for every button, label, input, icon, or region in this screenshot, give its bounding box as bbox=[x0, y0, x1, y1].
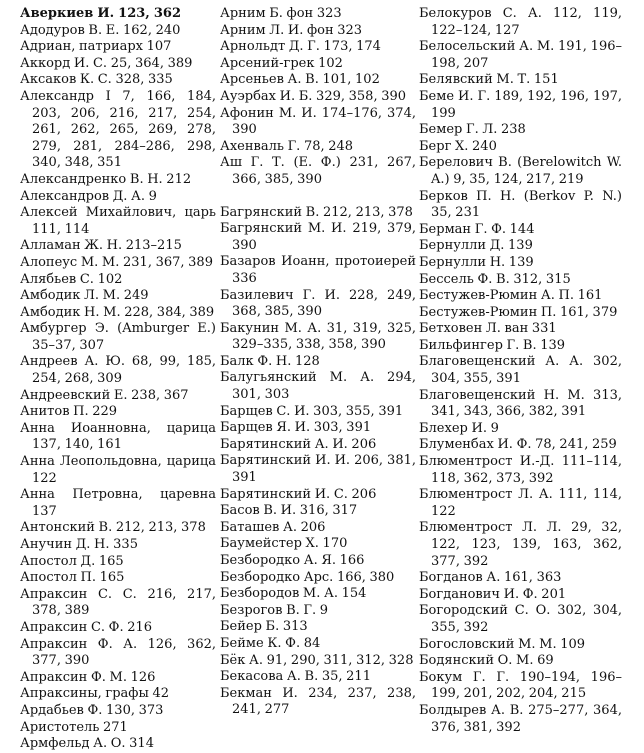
index-entry: Апостол Д. 165 bbox=[20, 553, 124, 569]
index-entry: Бернулли Н. 139 bbox=[419, 254, 534, 270]
index-entry: Адриан, патриарх 107 bbox=[20, 39, 172, 55]
index-entry: Андреев А. Ю. 68, 99, 185, 254, 268, 309 bbox=[20, 354, 216, 387]
index-entry: Баумейстер Х. 170 bbox=[220, 536, 348, 552]
index-entry: Армфельд А. О. 314 bbox=[20, 736, 154, 752]
index-entry: Беме И. Г. 189, 192, 196, 197, 199 bbox=[419, 88, 622, 121]
index-entry: Анна Леопольдовна, царица 122 bbox=[20, 454, 216, 486]
index-entry: Берман Г. Ф. 144 bbox=[419, 221, 535, 237]
index-entry: Антонский В. 212, 213, 378 bbox=[20, 520, 206, 536]
index-entry: Аккорд И. С. 25, 364, 389 bbox=[20, 55, 193, 71]
index-entry: Базаров Иоанн, протоиерей 336 bbox=[220, 254, 416, 286]
index-entry: Анна Иоанновна, царица 137, 140, 161 bbox=[20, 420, 216, 453]
index-entry: Барщев С. И. 303, 355, 391 bbox=[220, 403, 404, 419]
index-entry: Алексей Михайлович, царь 111, 114 bbox=[20, 205, 216, 237]
index-entry: Апраксин С. Ф. 216 bbox=[20, 619, 153, 635]
index-entry: Берков П. Н. (Berkov P. N.) 35, 231 bbox=[419, 188, 622, 221]
index-entry: Безрогов В. Г. 9 bbox=[220, 602, 329, 618]
index-entry: Апраксин С. С. 216, 217, 378, 389 bbox=[20, 586, 216, 619]
index-entry: Богородский С. О. 302, 304, 355, 392 bbox=[419, 603, 622, 635]
index-entry: Болдырев А. В. 275–277, 364, 376, 381, 392 bbox=[419, 702, 622, 735]
index-entry: Анучин Д. Н. 335 bbox=[20, 537, 138, 552]
index-entry: Арним Л. И. фон 323 bbox=[220, 22, 363, 38]
index-entry: Басов В. И. 316, 317 bbox=[220, 503, 358, 519]
index-entry: Апраксин Ф. М. 126 bbox=[20, 669, 156, 685]
index-column-3 bbox=[419, 6, 622, 736]
index-entry: Апраксин Ф. А. 126, 362, 377, 390 bbox=[20, 636, 216, 669]
index-entry: Багрянский В. 212, 213, 378 bbox=[220, 204, 413, 220]
index-entry: Алопеус М. М. 231, 367, 389 bbox=[20, 254, 213, 270]
index-entry: Ардабьев Ф. 130, 373 bbox=[20, 702, 164, 718]
index-entry: Благовещенский Н. М. 313, 341, 343, 366, 382, 391 bbox=[419, 387, 622, 420]
index-entry: Амбодик Н. М. 228, 384, 389 bbox=[20, 304, 215, 320]
index-entry: Апостол П. 165 bbox=[20, 570, 125, 586]
index-entry: Берг Х. 240 bbox=[419, 138, 497, 154]
index-entry: Блюментрост Л. Л. 29, 32, 122, 123, 139, 163, 362, 377, 392 bbox=[419, 520, 622, 569]
index-entry: Блюментрост И.-Д. 111–114, 118, 362, 373, 392 bbox=[419, 454, 622, 486]
index-entry: Амбургер Э. (Amburger E.) 35–37, 307 bbox=[20, 321, 216, 353]
index-entry: Бестужев-Рюмин А. П. 161 bbox=[419, 288, 603, 304]
index-entry: Блюментрост Л. А. 111, 114, 122 bbox=[419, 487, 622, 519]
index-entry: Белявский М. Т. 151 bbox=[419, 72, 559, 88]
index-entry: Баташев А. 206 bbox=[220, 519, 326, 535]
index-entry: Бернулли Д. 139 bbox=[419, 238, 533, 254]
index-entry: Андреевский Е. 238, 367 bbox=[20, 387, 189, 403]
index-entry: Балк Ф. Н. 128 bbox=[220, 353, 320, 369]
index-entry: Амбодик Л. М. 249 bbox=[20, 288, 149, 304]
index-entry: Барятинский И. И. 206, 381, 391 bbox=[220, 453, 416, 486]
index-entry: Александр I 7, 166, 184, 203, 206, 216, 217, 254, 261, 262, 265, 269, 278, 279, 281, 284–286, 298, 340, 348, 351 bbox=[20, 88, 216, 171]
index-entry: Блуменбах И. Ф. 78, 241, 259 bbox=[419, 437, 617, 453]
index-entry: Александренко В. Н. 212 bbox=[20, 171, 192, 187]
index-entry: Богданович И. Ф. 201 bbox=[419, 586, 567, 602]
index-entry: Арним Б. фон 323 bbox=[220, 6, 342, 21]
index-entry: Арсеньев А. В. 101, 102 bbox=[220, 72, 380, 88]
index-entry: Барятинский А. И. 206 bbox=[220, 436, 377, 452]
index-entry: Аверкиев И. 123, 362 bbox=[20, 6, 181, 21]
index-entry: Бекасова А. В. 35, 211 bbox=[220, 669, 371, 685]
index-entry: Бокум Г. Г. 190–194, 196–199, 201, 202, 204, 215 bbox=[419, 669, 622, 702]
index-entry: Бейер Б. 313 bbox=[220, 619, 308, 635]
index-entry: Балугьянский М. А. 294, 301, 303 bbox=[220, 370, 416, 403]
index-entry: Бильфингер Г. В. 139 bbox=[419, 337, 566, 353]
index-entry: Богданов А. 161, 363 bbox=[419, 570, 562, 586]
index-entry: Анна Петровна, царевна 137 bbox=[20, 487, 216, 519]
index-entry: Аристотель 271 bbox=[20, 719, 128, 735]
index-entry: Белосельский А. М. 191, 196–198, 207 bbox=[419, 39, 622, 71]
index-entry: Аксаков К. С. 328, 335 bbox=[20, 72, 173, 88]
index-entry: Бемер Г. Л. 238 bbox=[419, 122, 526, 138]
index-entry: Барщев Я. И. 303, 391 bbox=[220, 420, 372, 436]
index-entry: Афонин М. И. 174–176, 374, 390 bbox=[220, 105, 416, 138]
index-entry: Барятинский И. С. 206 bbox=[220, 486, 377, 502]
index-entry: Ауэрбах И. Б. 329, 358, 390 bbox=[220, 88, 407, 104]
index-entry: Бессель Ф. В. 312, 315 bbox=[419, 271, 571, 287]
index-entry: Безбородко Арс. 166, 380 bbox=[220, 569, 395, 585]
index-entry: Алламан Ж. Н. 213–215 bbox=[20, 238, 182, 254]
index-entry: Апраксины, графы 42 bbox=[20, 686, 170, 702]
index-column-1 bbox=[20, 6, 216, 753]
index-entry: Александров Д. А. 9 bbox=[20, 188, 157, 204]
index-entry: Арнольдт Д. Г. 173, 174 bbox=[220, 39, 381, 55]
index-entry: Берелович В. (Berelowitch W. A.) 9, 35, 124, 217, 219 bbox=[419, 155, 622, 187]
index-entry: Благовещенский А. А. 302, 304, 355, 391 bbox=[419, 354, 622, 387]
index-entry: Бейме К. Ф. 84 bbox=[220, 635, 321, 651]
index-entry: Багрянский М. И. 219, 379, 390 bbox=[220, 221, 416, 253]
index-entry: Бодянский О. М. 69 bbox=[419, 653, 554, 669]
index-entry: Аш Г. Т. (Е. Ф.) 231, 267, 366, 385, 390 bbox=[220, 155, 416, 187]
index-entry: Бёк А. 91, 290, 311, 312, 328 bbox=[220, 652, 414, 668]
index-entry: Богословский М. М. 109 bbox=[419, 636, 586, 652]
index-entry: Безбородко А. Я. 166 bbox=[220, 553, 365, 568]
index-entry: Бестужев-Рюмин П. 161, 379 bbox=[419, 304, 618, 320]
section-gap bbox=[220, 189, 416, 205]
index-entry: Адодуров В. Е. 162, 240 bbox=[20, 22, 181, 38]
index-entry: Анитов П. 229 bbox=[20, 404, 118, 420]
index-entry: Бакунин М. А. 31, 319, 325, 329–335, 338, 358, 390 bbox=[220, 320, 416, 353]
index-entry: Безбородов М. А. 154 bbox=[220, 586, 367, 602]
index-column-2 bbox=[220, 6, 416, 719]
index-entry: Блехер И. 9 bbox=[419, 420, 499, 436]
index-entry: Базилевич Г. И. 228, 249, 368, 385, 390 bbox=[220, 287, 416, 320]
index-entry: Бетховен Л. ван 331 bbox=[419, 321, 557, 337]
index-entry: Ахенваль Г. 78, 248 bbox=[220, 138, 354, 154]
index-entry: Арсений-грек 102 bbox=[220, 55, 343, 71]
index-entry: Алябьев С. 102 bbox=[20, 271, 123, 287]
index-entry: Белокуров С. А. 112, 119, 122–124, 127 bbox=[419, 6, 622, 38]
index-entry: Бекман И. 234, 237, 238, 241, 277 bbox=[220, 685, 416, 718]
